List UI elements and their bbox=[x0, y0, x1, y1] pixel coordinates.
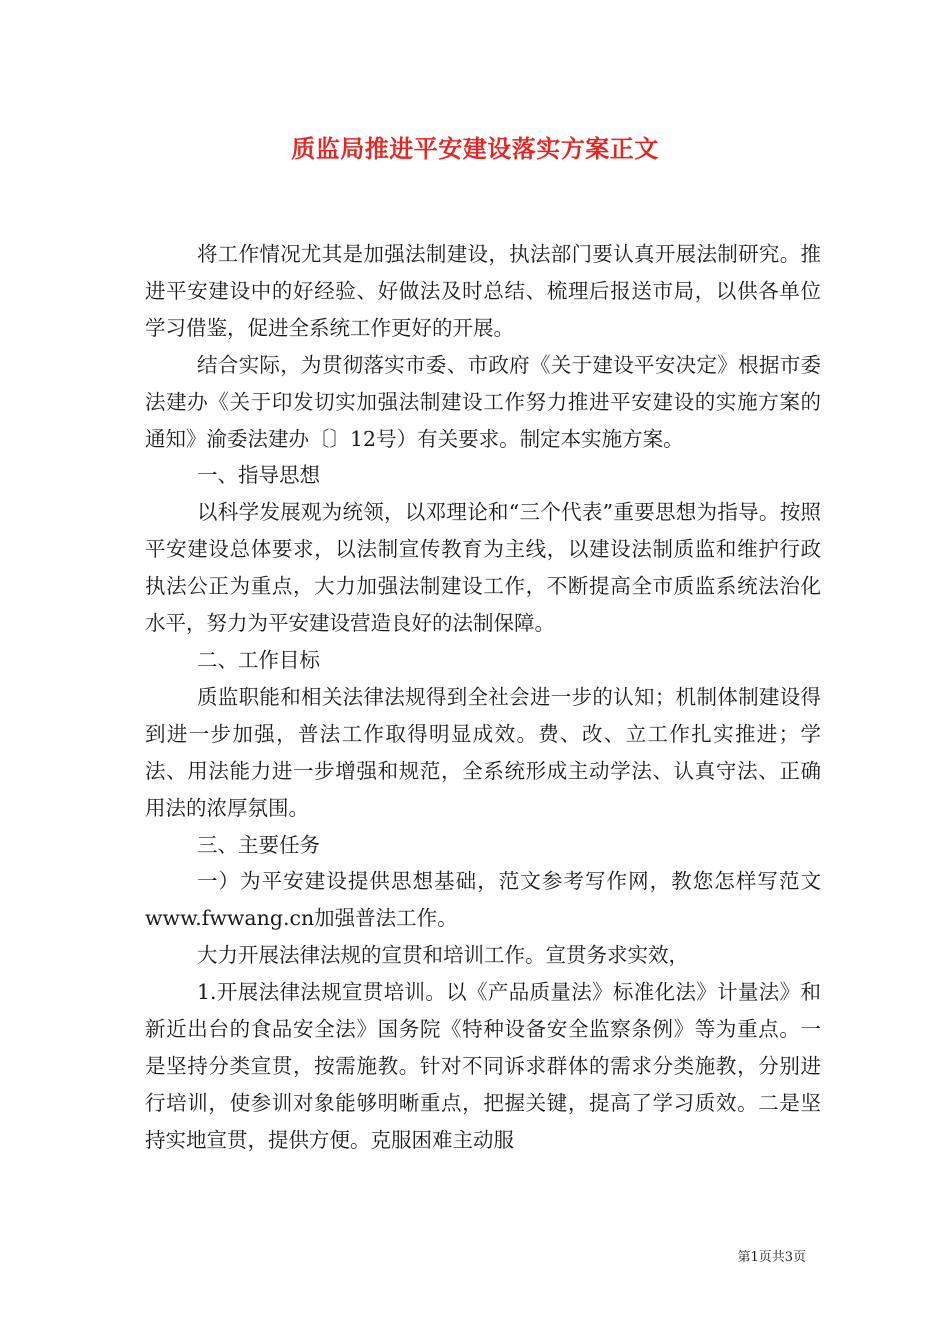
paragraph-task-one: 一）为平安建设提供思想基础，范文参考写作网，教您怎样写范文www.fwwang.cn加强普法工作。 bbox=[145, 869, 821, 931]
paragraph-guiding-ideology: 以科学发展观为统领，以邓理论和“三个代表”重要思想为指导。按照平安建设总体要求，以法制宣传教育为主线，以建设法制质监和维护行政执法公正为重点，大力加强法制建设工作，不断提高全市质监系统法治化水平，努力为平安建设营造良好的法制保障。 bbox=[145, 500, 821, 636]
paragraph-intro: 将工作情况尤其是加强法制建设，执法部门要认真开展法制研究。推进平安建设中的好经验、好做法及时总结、梳理后报送市局，以供各单位学习借鉴，促进全系统工作更好的开展。 bbox=[145, 242, 821, 340]
paragraph-publicity: 大力开展法律法规的宣贯和培训工作。宣贯务求实效， bbox=[197, 943, 689, 968]
document-title: 质监局推进平安建设落实方案正文 bbox=[291, 134, 659, 163]
paragraph-work-goals: 质监职能和相关法律法规得到全社会进一步的认知；机制体制建设得到进一步加强，普法工作取得明显成效。费、改、立工作扎实推进；学法、用法能力进一步增强和规范，全系统形成主动学法、认真守法、正确用法的浓厚氛围。 bbox=[145, 684, 821, 820]
heading-guiding-ideology: 一、指导思想 bbox=[197, 463, 320, 488]
heading-main-tasks: 三、主要任务 bbox=[197, 832, 320, 857]
document-body bbox=[145, 236, 821, 1159]
page-number: 第1页共3页 bbox=[737, 1250, 806, 1265]
paragraph-background: 结合实际，为贯彻落实市委、市政府《关于建设平安决定》根据市委法建办《关于印发切实加强法制建设工作努力推进平安建设的实施方案的通知》渝委法建办〔〕12号）有关要求。制定本实施方案。 bbox=[145, 352, 821, 451]
paragraph-training: 1.开展法律法规宣贯培训。以《产品质量法》标准化法》计量法》和新近出台的食品安全法》国务院《特种设备安全监察条例》等为重点。一是坚持分类宣贯，按需施教。针对不同诉求群体的需求分类施教，分别进行培训，使参训对象能够明晰重点，把握关键，提高了学习质效。二是坚持实地宣贯，提供方便。克服困难主动服 bbox=[145, 980, 821, 1152]
heading-work-goals: 二、工作目标 bbox=[197, 647, 320, 672]
